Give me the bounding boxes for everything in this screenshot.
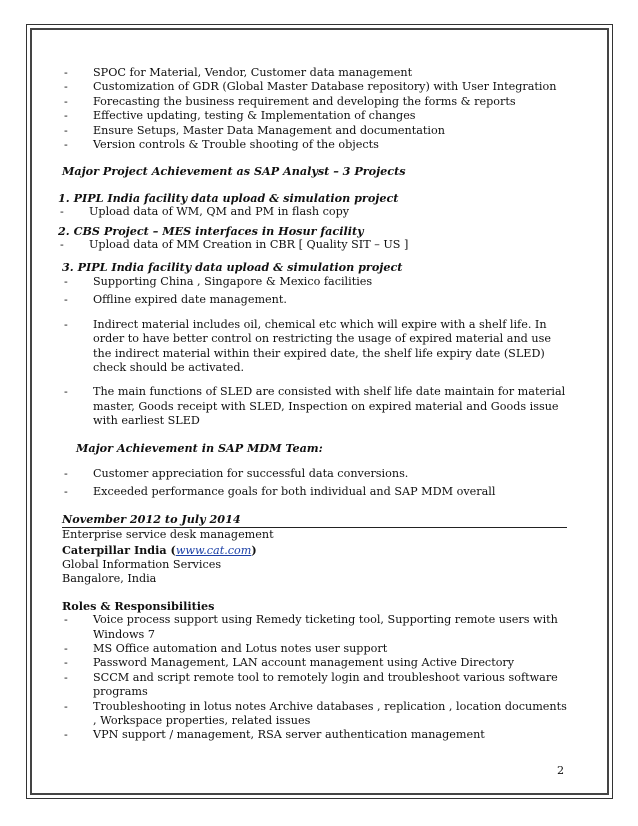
list-item: - Version controls & Trouble shooting of the objects <box>62 138 567 152</box>
list-item: - Customer appreciation for successful data conversions. <box>62 467 567 481</box>
company-name: Caterpillar India ( <box>62 542 176 557</box>
company-website-link[interactable]: www.cat.com <box>175 543 252 557</box>
project-3-title: 3. PIPL India facility data upload & simulation project <box>62 260 403 275</box>
list-item: - Ensure Setups, Master Data Management and documentation <box>62 124 567 138</box>
list-item: - VPN support / management, RSA server authentication management <box>62 728 567 742</box>
job-location: Bangalore, India <box>62 572 157 586</box>
mdm-section-title: Major Achievement in SAP MDM Team: <box>76 440 323 455</box>
page-number: 2 <box>557 764 565 777</box>
roles-title: Roles & Responsibilities <box>62 598 215 613</box>
list-item: - Upload data of WM, QM and PM in flash copy <box>58 205 567 219</box>
list-item: - Forecasting the business requirement and developing the forms & reports <box>62 95 567 109</box>
list-item: - Troubleshooting in lotus notes Archive databases , replication , location documents , Workspace properties, related issues <box>62 700 567 729</box>
list-item: - Customization of GDR (Global Master Database repository) with User Integration <box>62 80 567 94</box>
job-role: Enterprise service desk management <box>62 528 274 542</box>
list-item: - Supporting China , Singapore & Mexico facilities <box>62 275 567 289</box>
list-item: - Exceeded performance goals for both individual and SAP MDM overall <box>62 485 567 499</box>
resume-page-content <box>58 66 567 743</box>
list-item: - SCCM and script remote tool to remotely login and troubleshoot various software programs <box>62 671 567 700</box>
company-name-close: ) <box>251 542 257 557</box>
list-item: - Voice process support using Remedy ticketing tool, Supporting remote users with Windows 7 <box>62 613 567 642</box>
list-item: - The main functions of SLED are consisted with shelf life date maintain for material master, Goods receipt with SLED, Inspection on expired material and Goods issue with earliest SLED <box>62 385 567 428</box>
list-item: - Indirect material includes oil, chemical etc which will expire with a shelf life. In order to have better control on restricting the usage of expired material and use the indirect material within their expired date, the shelf life expiry date (SLED) check should be activated. <box>62 318 567 376</box>
project-1-title: 1. PIPL India facility data upload & simulation project <box>58 190 399 205</box>
sap-section-title: Major Project Achievement as SAP Analyst – 3 Projects <box>62 164 406 179</box>
roles-bullets <box>62 613 567 743</box>
job-period: November 2012 to July 2014 <box>62 512 567 528</box>
job-company <box>62 543 567 558</box>
list-item: - Offline expired date management. <box>62 293 567 307</box>
list-item: - SPOC for Material, Vendor, Customer data management <box>62 66 567 80</box>
project-2-title: 2. CBS Project – MES interfaces in Hosur facility <box>58 223 364 238</box>
project-2-bullets <box>58 238 567 252</box>
job-division: Global Information Services <box>62 557 222 571</box>
project-3-bullets <box>62 275 567 429</box>
list-item: - Effective updating, testing & Implementation of changes <box>62 109 567 123</box>
list-item: - Password Management, LAN account management using Active Directory <box>62 656 567 670</box>
list-item: - MS Office automation and Lotus notes user support <box>62 642 567 656</box>
mdm-bullets <box>62 467 567 500</box>
list-item: - Upload data of MM Creation in CBR [ Quality SIT – US ] <box>58 238 567 252</box>
project-1-bullets <box>58 205 567 219</box>
top-bullet-list <box>62 66 567 152</box>
